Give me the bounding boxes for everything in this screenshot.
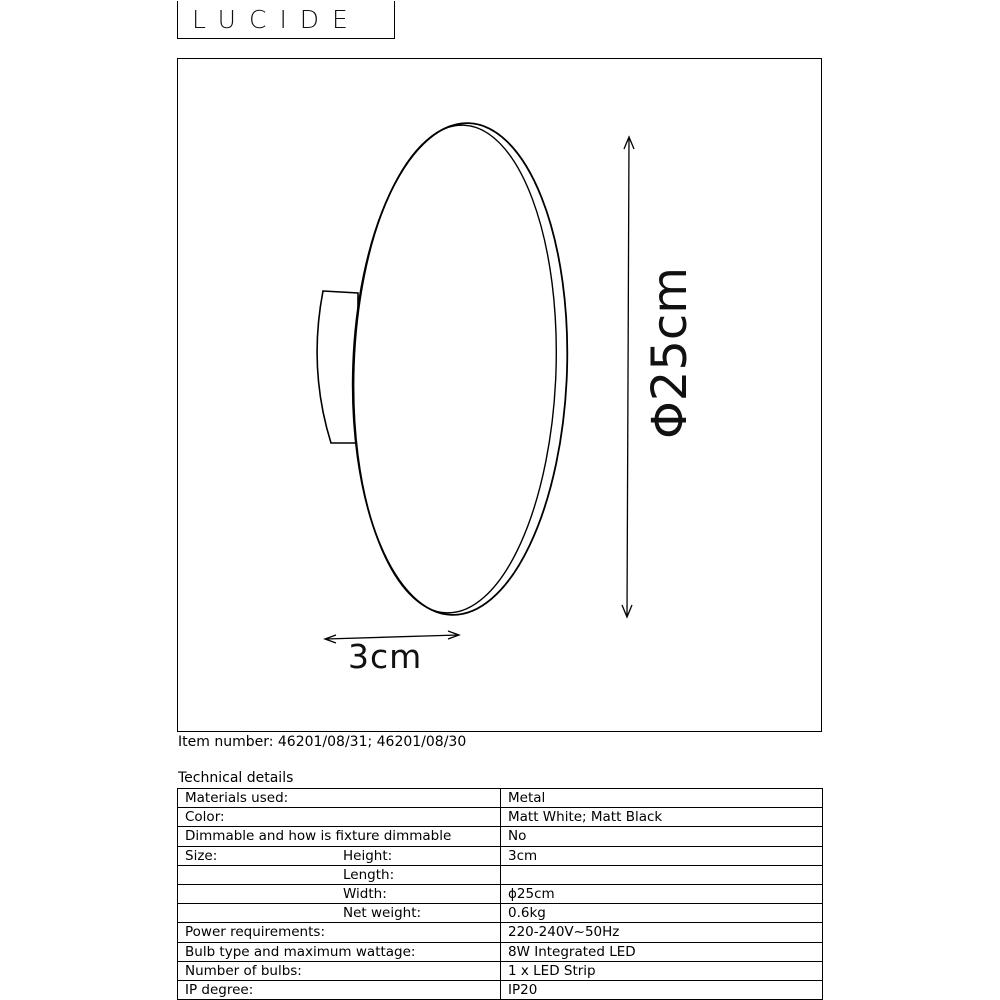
spec-row bbox=[178, 961, 823, 980]
spec-value: Metal bbox=[501, 789, 823, 808]
spec-label-cell bbox=[178, 942, 501, 961]
spec-label: Materials used: bbox=[185, 790, 289, 807]
spec-value bbox=[501, 865, 823, 884]
spec-label: Size: bbox=[185, 847, 218, 864]
spec-value: No bbox=[501, 827, 823, 846]
spec-value: 8W Integrated LED bbox=[501, 942, 823, 961]
spec-row bbox=[178, 923, 823, 942]
width-dimension-label: 3cm bbox=[348, 637, 423, 676]
spec-row bbox=[178, 827, 823, 846]
spec-label: Power requirements: bbox=[185, 924, 325, 941]
spec-label-cell bbox=[178, 961, 501, 980]
spec-sublabel: Height: bbox=[343, 847, 393, 864]
spec-label-cell bbox=[178, 865, 501, 884]
spec-label-cell bbox=[178, 980, 501, 999]
spec-sublabel: Width: bbox=[343, 886, 387, 903]
spec-value: ϕ25cm bbox=[501, 884, 823, 903]
spec-label-cell bbox=[178, 884, 501, 903]
lamp-outline-drawing bbox=[178, 59, 823, 733]
brand-logo bbox=[177, 1, 395, 39]
spec-value: 3cm bbox=[501, 846, 823, 865]
height-dimension-line bbox=[627, 139, 629, 615]
logo-text: LUCIDE bbox=[192, 5, 361, 34]
spec-row bbox=[178, 942, 823, 961]
spec-label-cell bbox=[178, 808, 501, 827]
spec-label-cell bbox=[178, 789, 501, 808]
item-number: Item number: 46201/08/31; 46201/08/30 bbox=[178, 734, 467, 750]
spec-value: 1 x LED Strip bbox=[501, 961, 823, 980]
spec-label-cell bbox=[178, 904, 501, 923]
spec-row bbox=[178, 865, 823, 884]
spec-label-cell bbox=[178, 846, 501, 865]
spec-label-cell bbox=[178, 827, 501, 846]
spec-label: IP degree: bbox=[185, 981, 254, 998]
spec-sublabel: Net weight: bbox=[343, 905, 422, 922]
spec-label: Dimmable and how is fixture dimmable bbox=[185, 828, 452, 845]
spec-value: Matt White; Matt Black bbox=[501, 808, 823, 827]
spec-value: 220-240V~50Hz bbox=[501, 923, 823, 942]
spec-label: Number of bulbs: bbox=[185, 962, 302, 979]
spec-row bbox=[178, 980, 823, 999]
height-dimension-label: Φ25cm bbox=[642, 266, 698, 439]
spec-row bbox=[178, 846, 823, 865]
spec-row bbox=[178, 884, 823, 903]
technical-details-title: Technical details bbox=[178, 770, 294, 786]
technical-drawing bbox=[177, 58, 822, 732]
spec-sublabel: Length: bbox=[343, 866, 395, 883]
technical-details-table bbox=[177, 788, 823, 1000]
spec-label: Bulb type and maximum wattage: bbox=[185, 943, 416, 960]
spec-row bbox=[178, 904, 823, 923]
spec-value: IP20 bbox=[501, 980, 823, 999]
spec-value: 0.6kg bbox=[501, 904, 823, 923]
spec-row bbox=[178, 808, 823, 827]
spec-row bbox=[178, 789, 823, 808]
spec-label: Color: bbox=[185, 809, 225, 826]
wall-bracket-shape bbox=[317, 291, 358, 443]
spec-label-cell bbox=[178, 923, 501, 942]
